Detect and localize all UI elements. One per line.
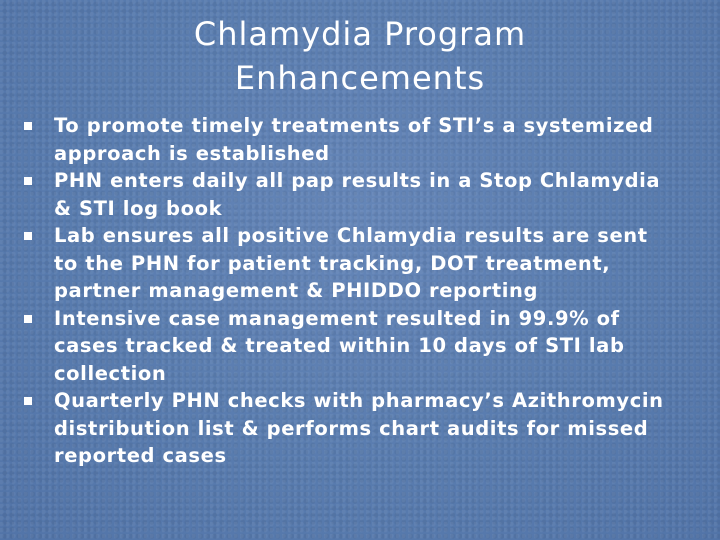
bullet-text: Lab ensures all positive Chlamydia results are sent to the PHN for patient tracking, DOT treatment, partner management & PHIDDO reporting bbox=[54, 224, 648, 302]
slide-title-line-2: Enhancements bbox=[234, 59, 486, 97]
bullet-text: To promote timely treatments of STI’s a systemized approach is established bbox=[54, 114, 654, 165]
slide-title bbox=[0, 12, 720, 100]
bullet-text: Quarterly PHN checks with pharmacy’s Azithromycin distribution list & performs chart audits for missed reported cases bbox=[54, 389, 664, 467]
bullet-list bbox=[24, 112, 674, 470]
bullet-text: Intensive case management resulted in 99.9% of cases tracked & treated within 10 days of STI lab collection bbox=[54, 306, 625, 385]
bullet-item bbox=[24, 167, 674, 222]
square-bullet-icon bbox=[24, 232, 32, 240]
square-bullet-icon bbox=[24, 315, 32, 323]
square-bullet-icon bbox=[24, 397, 32, 405]
square-bullet-icon bbox=[24, 122, 32, 130]
bullet-text: PHN enters daily all pap results in a Stop Chlamydia & STI log book bbox=[54, 169, 661, 220]
bullet-item bbox=[24, 387, 674, 470]
bullet-item bbox=[24, 222, 674, 305]
slide-title-line-1: Chlamydia Program bbox=[193, 15, 527, 53]
bullet-item bbox=[24, 305, 674, 388]
square-bullet-icon bbox=[24, 177, 32, 185]
bullet-item bbox=[24, 112, 674, 167]
